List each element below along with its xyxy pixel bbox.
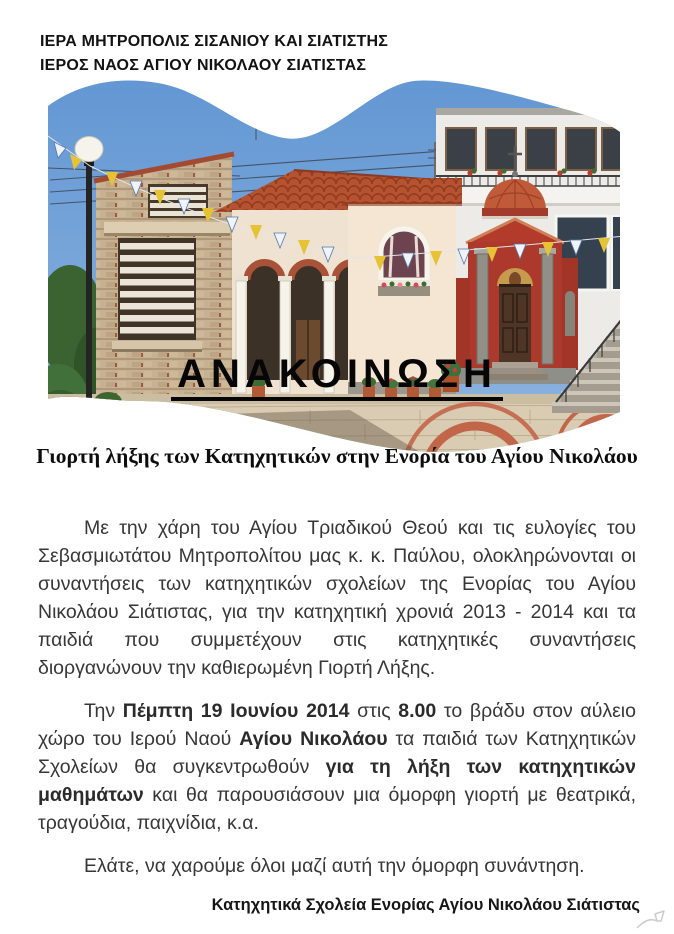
letterhead (40, 30, 388, 77)
body-paragraphs (38, 514, 636, 895)
paragraph: Ελάτε, να χαρούμε όλοι μαζί αυτή την όμορφη συνάντηση. (84, 855, 585, 877)
faint-arrow-icon (636, 908, 668, 932)
event-heading: Γιορτή λήξης των Κατηχητικών στην Ενορία του Αγίου Νικολάου (36, 444, 638, 468)
church-photo (0, 80, 674, 460)
letterhead-line-1: ΙΕΡΑ ΜΗΤΡΟΠΟΛΙΣ ΣΙΣΑΝΙΟΥ ΚΑΙ ΣΙΑΤΙΣΤΗΣ (40, 33, 389, 50)
letterhead-line-2: ΙΕΡΟΣ ΝΑΟΣ ΑΓΙΟΥ ΝΙΚΟΛΑΟΥ ΣΙΑΤΙΣΤΑΣ (40, 56, 367, 74)
footer-credit: Κατηχητικά Σχολεία Ενορίας Αγίου Νικολάου Σιάτιστας (211, 896, 640, 914)
paragraph: Την Πέμπτη 19 Ιουνίου 2014 στις 8.00 το βράδυ στον αύλειο χώρο του Ιερού Ναού Αγίου Νικολάου τα παιδιά των Κατηχητικών Σχολείων θα συγκεντρωθούν για τη λήξη των κατηχητικών μαθημάτων και θα παρουσιάσουν μια όμορφη γιορτή με θεατρικά, τραγούδια, παιχνίδια, κ.α. (38, 700, 636, 834)
paragraph: Με την χάρη του Αγίου Τριαδικού Θεού και τις ευλογίες του Σεβασμιωτάτου Μητροπολίτου μας κ. κ. Παύλου, ολοκληρώνονται οι συναντήσεις των κατηχητικών σχολείων της Ενορίας του Αγίου Νικολάου Σιάτιστας, για την κατηχητική χρονιά 2013 - 2014 και τα παιδιά που συμμετέχουν στις κατηχητικές συναντήσεις διοργανώνουν την καθιερωμένη Γιορτή Λήξης. (38, 517, 636, 679)
church-photo-illustration (0, 80, 674, 460)
announcement-title: ΑΝΑΚΟΙΝΩΣΗ (0, 354, 674, 401)
